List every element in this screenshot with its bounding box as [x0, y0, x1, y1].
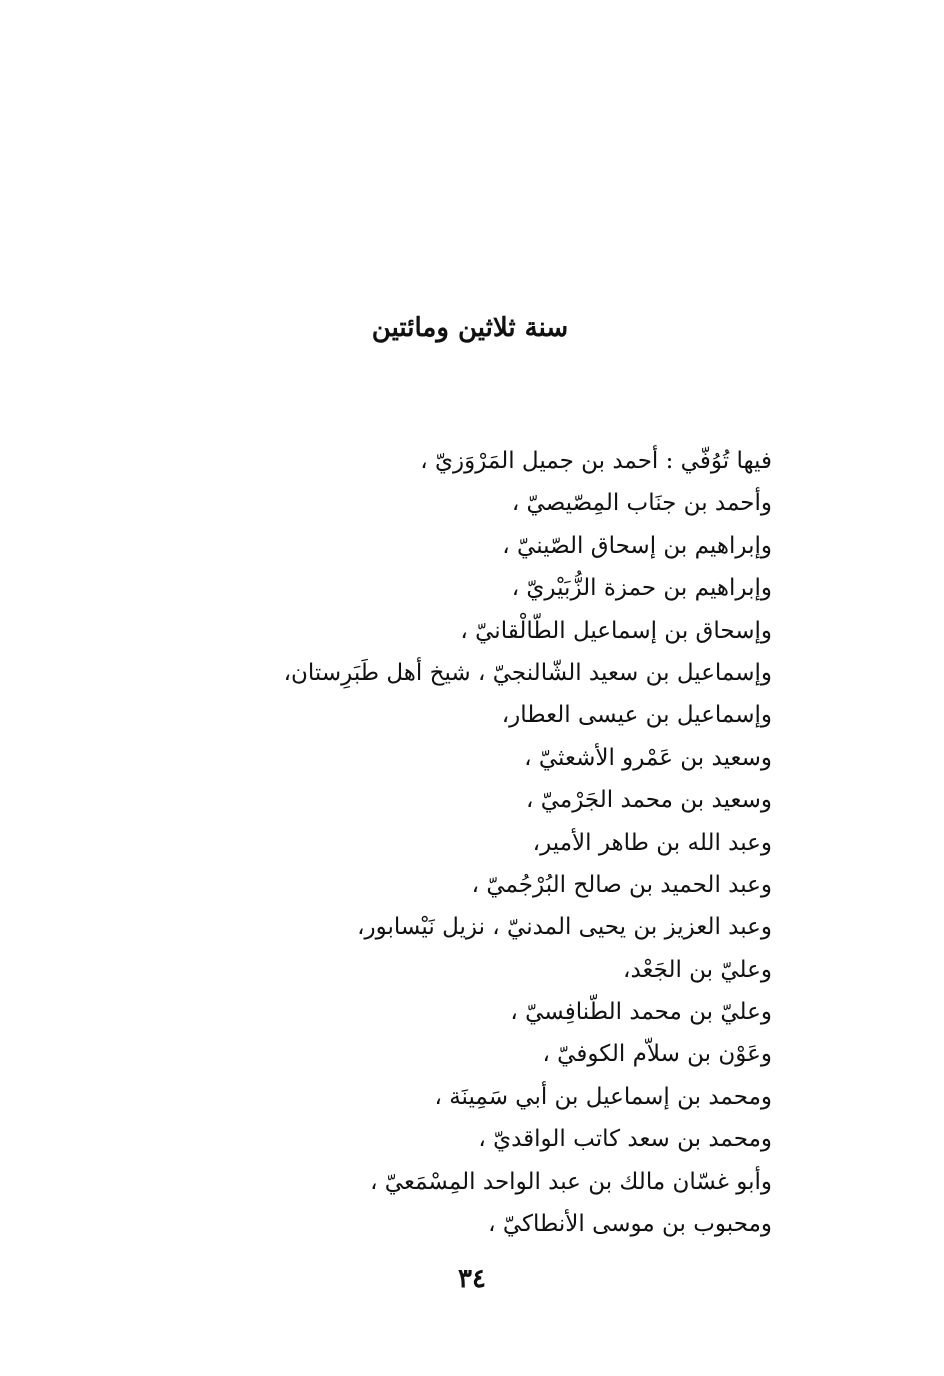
entry-line: وعَوْن بن سلاّم الكوفيّ ، [542, 1041, 772, 1068]
entry-line: وعليّ بن الجَعْد، [623, 956, 772, 983]
year-heading: سنة ثلاثين ومائتين [371, 313, 569, 343]
entry-line: وعليّ بن محمد الطّنافِسيّ ، [510, 999, 772, 1026]
entry-line: وإسماعيل بن سعيد الشّالنجيّ ، شيخ أهل طَبَرِستان، [283, 659, 772, 686]
entry-line: وإبراهيم بن حمزة الزُّبَيْريّ ، [511, 575, 772, 602]
entry-line: وعبد الله بن طاهر الأمير، [532, 829, 772, 856]
entry-line: ومحمد بن إسماعيل بن أبي سَمِينَة ، [434, 1083, 772, 1110]
entry-line: وسعيد بن عَمْرو الأشعثيّ ، [524, 744, 772, 771]
entry-line: وعبد العزيز بن يحيى المدنيّ ، نزيل نَيْسابور، [357, 914, 772, 941]
entry-line: وعبد الحميد بن صالح البُرْجُميّ ، [471, 871, 772, 898]
entry-line: ومحمد بن سعد كاتب الواقديّ ، [478, 1126, 772, 1153]
entry-line: وإسماعيل بن عيسى العطار، [501, 702, 772, 729]
entry-line: وإبراهيم بن إسحاق الصّينيّ ، [502, 532, 772, 559]
entry-line: وسعيد بن محمد الجَرْميّ ، [525, 787, 772, 814]
entry-line: ومحبوب بن موسى الأنطاكيّ ، [488, 1211, 772, 1238]
entry-line: وأبو غسّان مالك بن عبد الواحد المِسْمَعيّ ، [370, 1168, 772, 1195]
entry-line: وإسحاق بن إسماعيل الطّالْقانيّ ، [460, 617, 772, 644]
entry-line: وأحمد بن جنَاب المِصّيصيّ ، [511, 490, 772, 517]
death-entries-list [252, 440, 772, 1245]
entry-line: فيها تُوُفّي : أحمد بن جميل المَرْوَزيّ ، [420, 448, 772, 474]
page-number: ٣٤ [458, 1264, 486, 1294]
